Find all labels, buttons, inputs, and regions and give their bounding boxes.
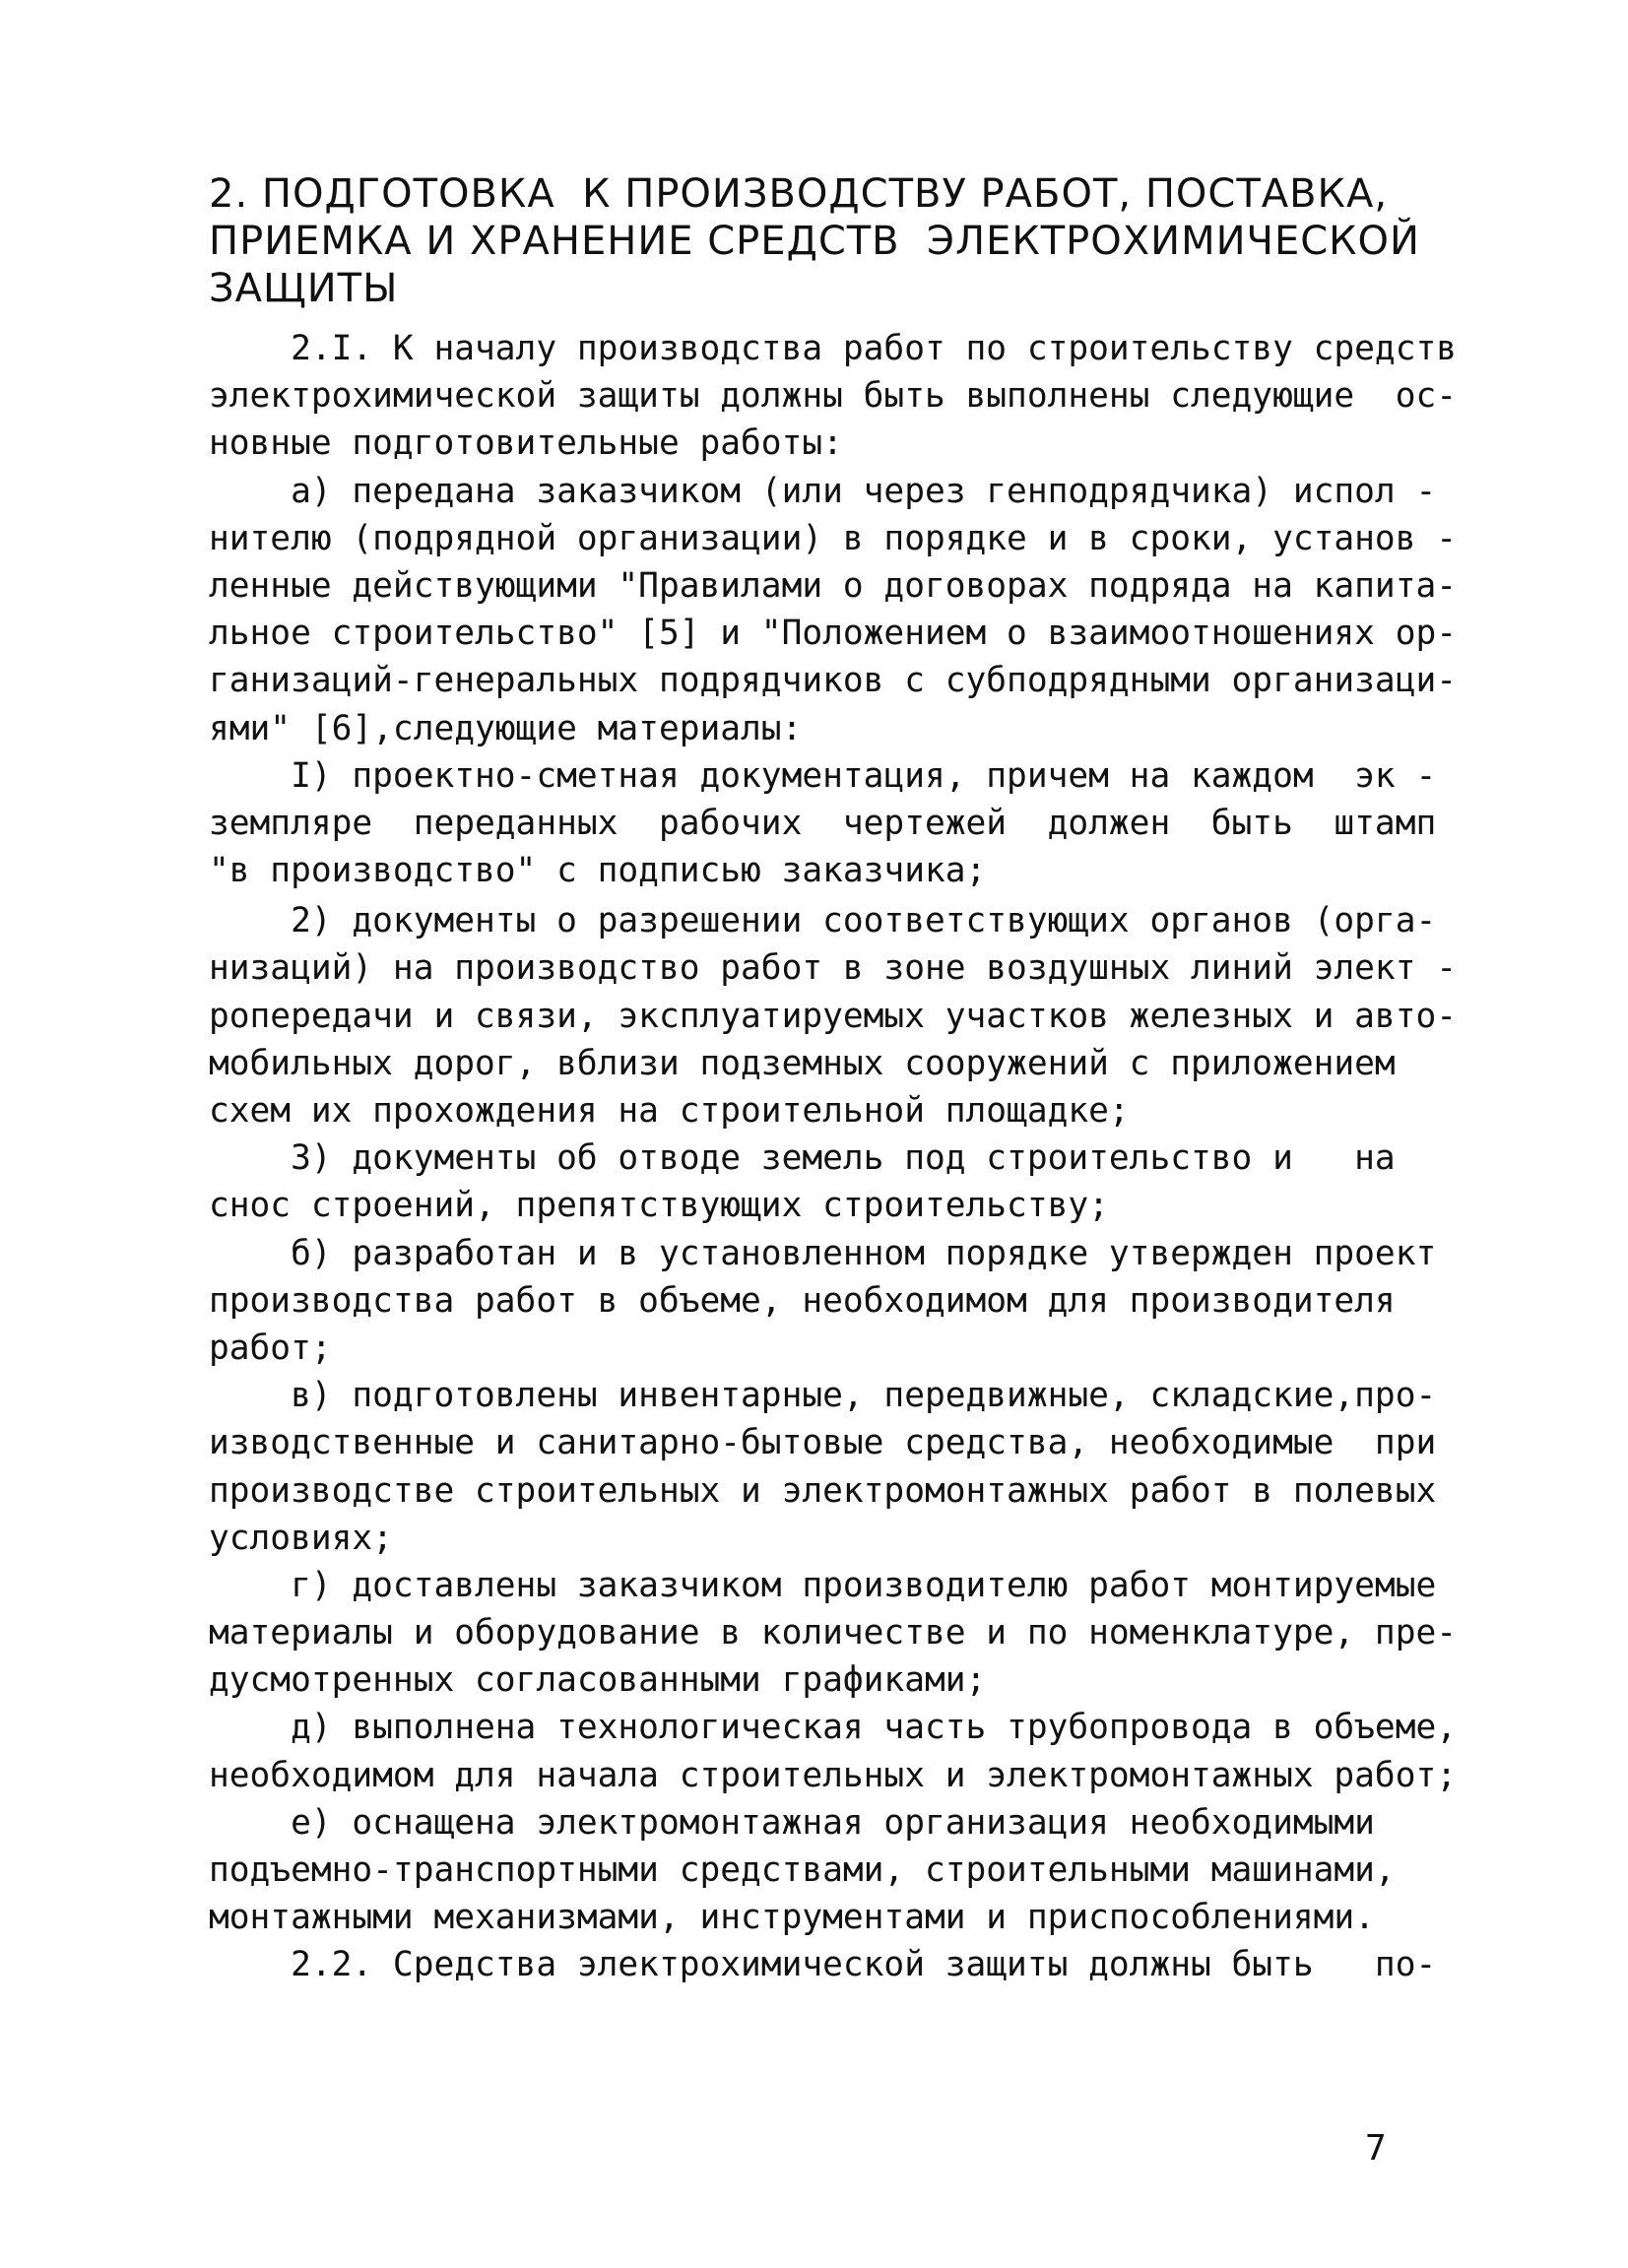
item-2-line: 2) документы о разрешении соответствующих органов (орга-: [209, 901, 1437, 941]
item-e-line: монтажными механизмами, инструментами и приспособлениями.: [209, 1898, 1375, 1938]
item-a-line: нителю (подрядной организации) в порядке и в сроки, установ -: [209, 518, 1458, 558]
body-text: [209, 325, 1458, 1989]
item-a-line: ями" [6],следующие материалы:: [209, 708, 803, 748]
item-b-line: производства работ в объеме, необходимом для производителя: [209, 1280, 1396, 1321]
heading-line: ЗАЩИТЫ: [209, 266, 399, 312]
item-a-line: ленные действующими "Правилами о договорах подряда на капита-: [209, 565, 1458, 606]
page-number: 7: [1365, 2128, 1387, 2169]
item-1-line: "в производство" с подписью заказчика;: [209, 851, 987, 891]
item-v-line: производстве строительных и электромонтажных работ в полевых: [209, 1470, 1437, 1511]
paragraph-2-1-line: электрохимической защиты должны быть выполнены следующие ос-: [209, 376, 1458, 417]
item-a-line: ганизаций-генеральных подрядчиков с субподрядными организаци-: [209, 661, 1458, 701]
item-2-line: низаций) на производство работ в зоне воздушных линий элект -: [209, 948, 1458, 989]
paragraph-2-1-line: новные подготовительные работы:: [209, 423, 843, 464]
item-v-line: изводственные и санитарно-бытовые средства, необходимые при: [209, 1423, 1437, 1463]
item-2-line: ропередачи и связи, эксплуатируемых участков железных и авто-: [209, 996, 1458, 1036]
item-e-line: е) оснащена электромонтажная организация необходимыми: [209, 1802, 1375, 1843]
item-a-line: льное строительство" [5] и "Положением о взаимоотношениях ор-: [209, 614, 1458, 654]
item-d-line: д) выполнена технологическая часть трубопровода в объеме,: [209, 1708, 1458, 1748]
item-v-line: условиях;: [209, 1518, 393, 1558]
item-v-line: в) подготовлены инвентарные, передвижные, складские,про-: [209, 1376, 1437, 1416]
paragraph-2-2-line: 2.2. Средства электрохимической защиты должны быть по-: [209, 1945, 1437, 1985]
item-3-line: снос строений, препятствующих строительству;: [209, 1186, 1109, 1226]
item-1-line: земпляре переданных рабочих чертежей должен быть штамп: [209, 803, 1437, 843]
item-g-line: дусмотренных согласованными графиками;: [209, 1660, 987, 1701]
item-g-line: материалы и оборудование в количестве и по номенклатуре, пре-: [209, 1613, 1458, 1653]
section-heading: [209, 169, 1450, 312]
paragraph-2-1-line: 2.I. К началу производства работ по строительству средств: [209, 329, 1458, 368]
item-3-line: 3) документы об отводе земель под строительство и на: [209, 1138, 1396, 1179]
item-e-line: подъемно-транспортными средствами, строительными машинами,: [209, 1850, 1396, 1890]
item-g-line: г) доставлены заказчиком производителю работ монтируемые: [209, 1565, 1437, 1605]
item-d-line: необходимом для начала строительных и электромонтажных работ;: [209, 1755, 1458, 1795]
heading-line: 2. ПОДГОТОВКА К ПРОИЗВОДСТВУ РАБОТ, ПОСТАВКА,: [209, 171, 1389, 217]
item-b-line: б) разработан и в установленном порядке утвержден проект: [209, 1233, 1437, 1273]
heading-line: ПРИЕМКА И ХРАНЕНИЕ СРЕДСТВ ЭЛЕКТРОХИМИЧЕСКОЙ: [209, 219, 1420, 265]
item-1-line: I) проектно-сметная документация, причем на каждом эк -: [209, 755, 1437, 796]
item-2-line: мобильных дорог, вблизи подземных сооружений с приложением: [209, 1043, 1396, 1083]
item-b-line: работ;: [209, 1328, 332, 1368]
item-2-line: схем их прохождения на строительной площадке;: [209, 1091, 1130, 1131]
item-a-line: а) передана заказчиком (или через генподрядчика) испол -: [209, 471, 1437, 511]
